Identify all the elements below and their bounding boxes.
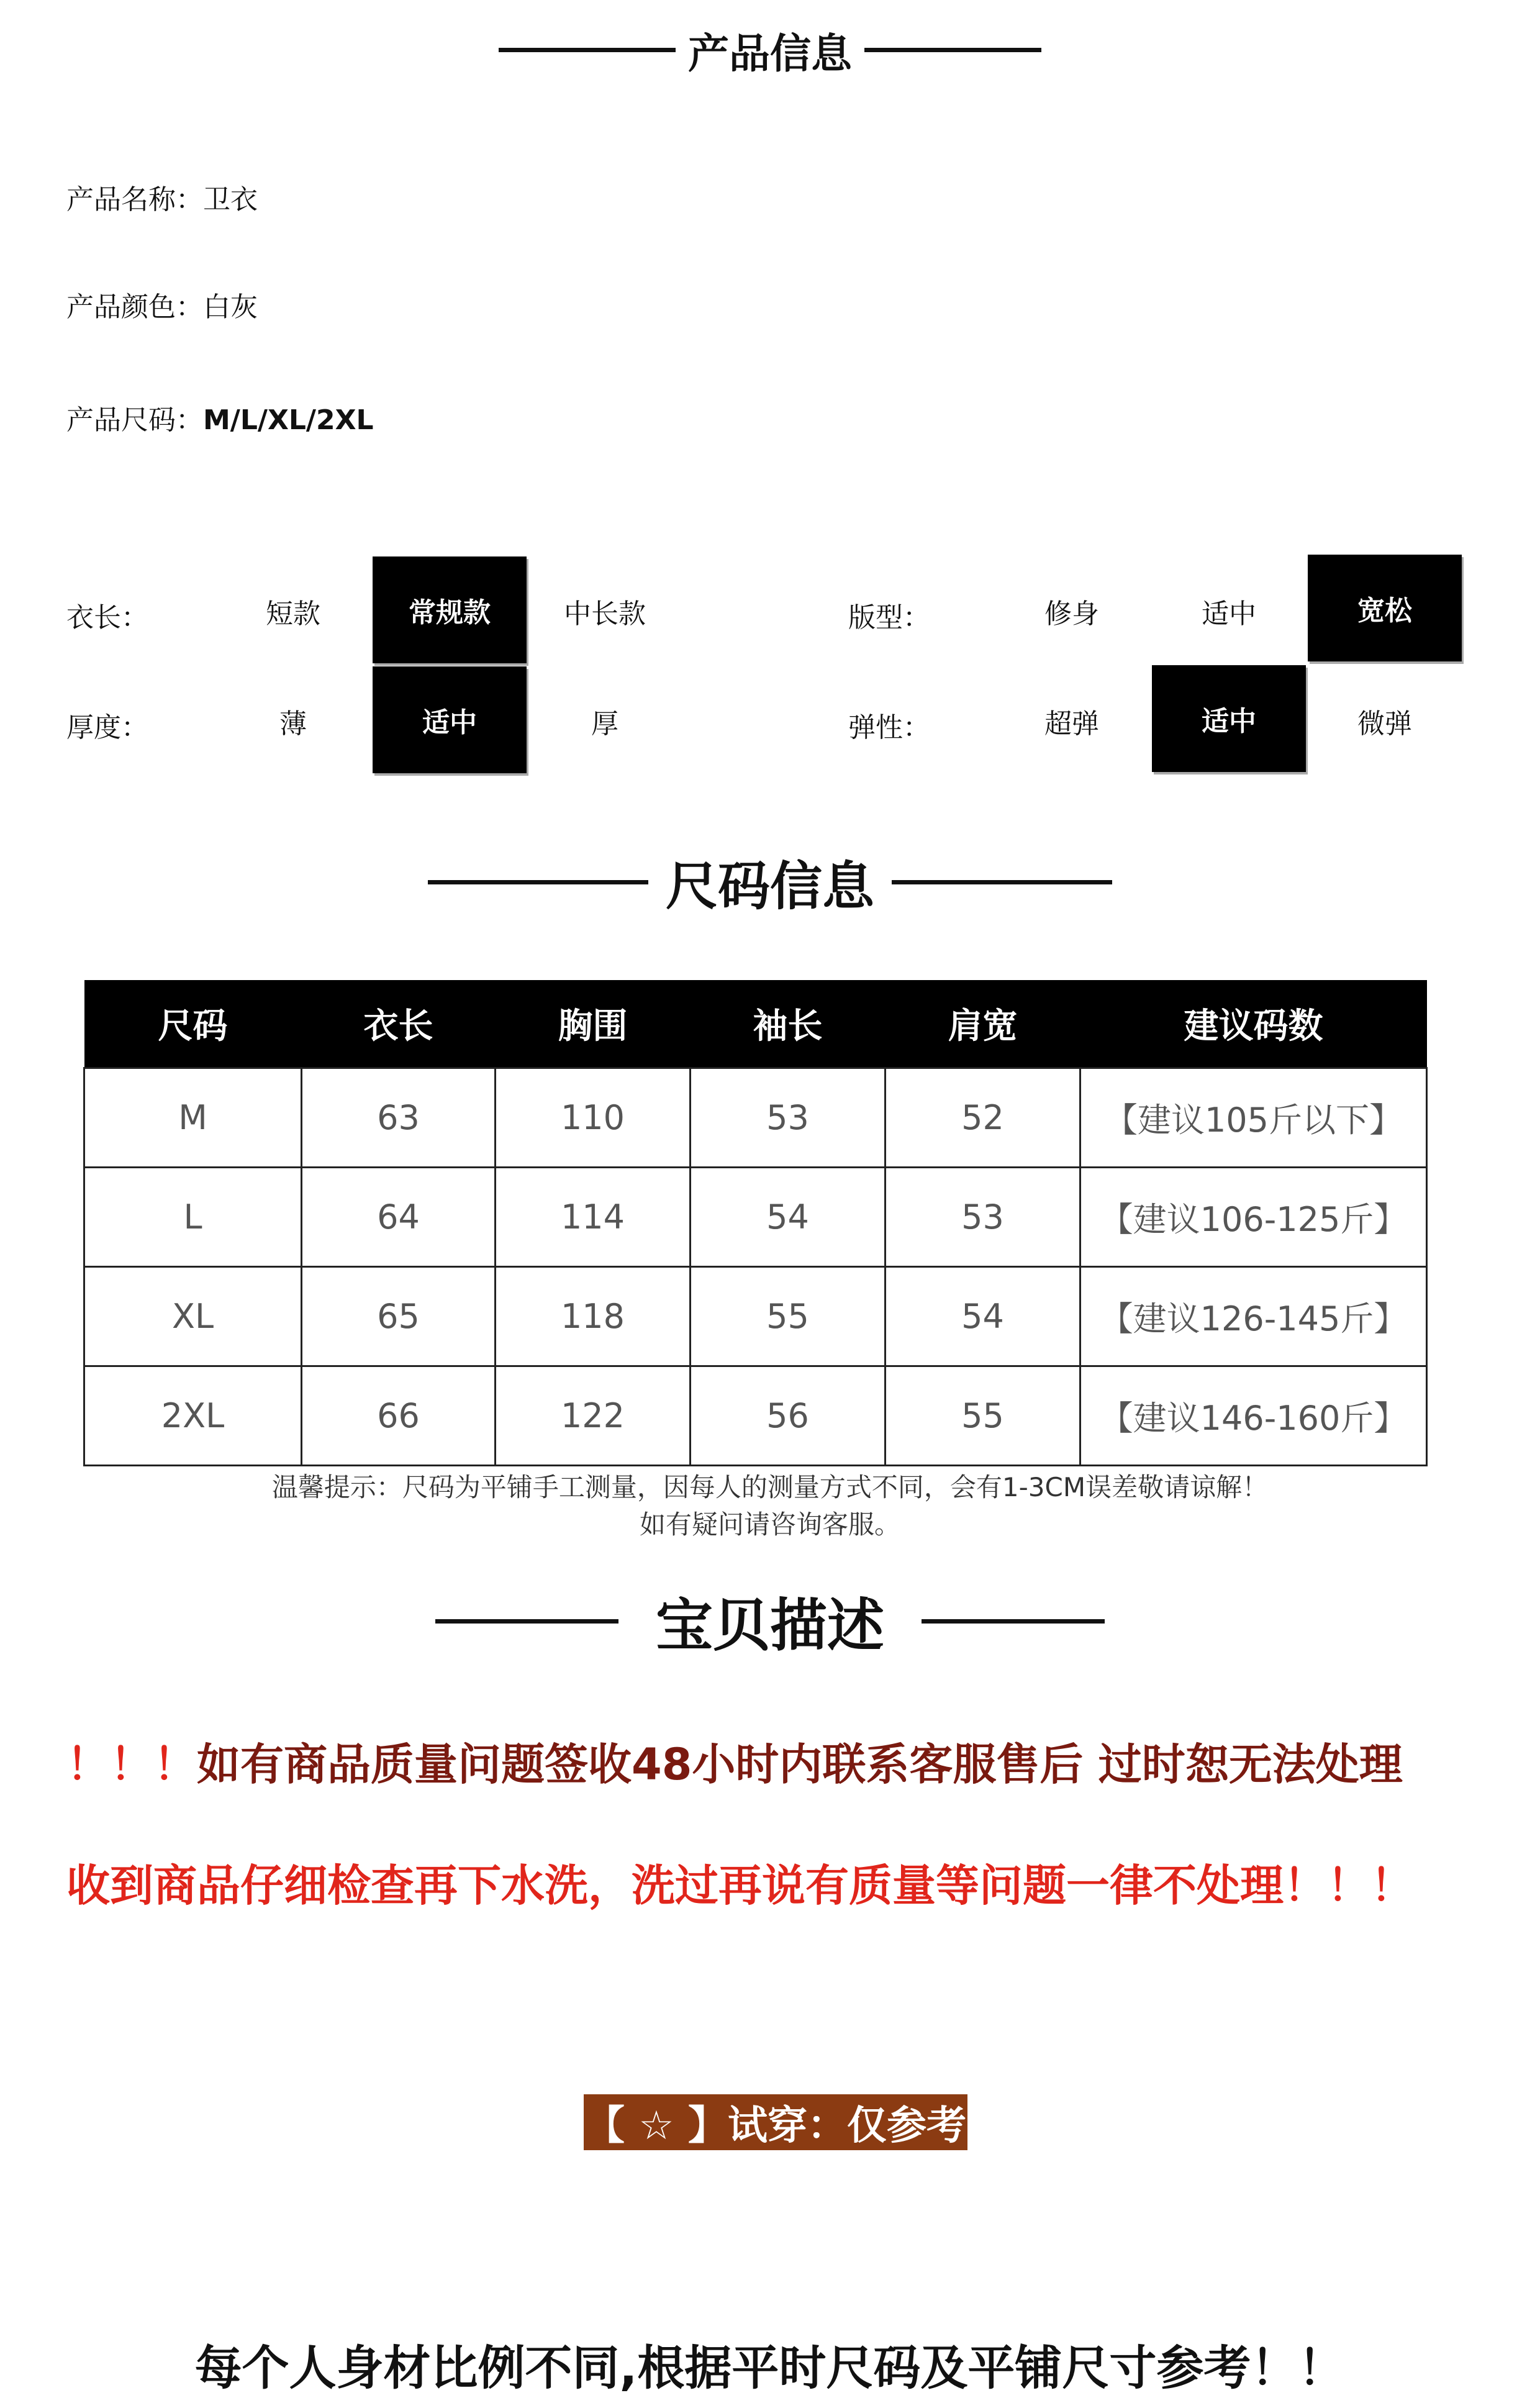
description-title-text: 宝贝描述 <box>655 1592 884 1659</box>
cell-recommend: 【建议106-125斤】 <box>1080 1168 1427 1267</box>
title-dash-right <box>864 48 1041 52</box>
header-length: 衣长 <box>302 980 496 1068</box>
table-row <box>84 1168 1427 1267</box>
cell-sleeve: 56 <box>691 1366 886 1466</box>
cell-shoulder: 53 <box>886 1168 1080 1267</box>
fit-label: 版型： <box>848 602 930 634</box>
fit-option-slim: 修身 <box>1044 598 1099 630</box>
cell-recommend: 【建议146-160斤】 <box>1080 1366 1427 1466</box>
cell-size: XL <box>84 1267 302 1366</box>
title-dash-left <box>435 1619 618 1624</box>
header-size: 尺码 <box>84 980 302 1068</box>
length-option-midlong: 中长款 <box>564 598 646 630</box>
product-name-value: 卫衣 <box>203 184 258 216</box>
fit-option-medium: 适中 <box>1202 598 1256 630</box>
cell-length: 63 <box>302 1068 496 1168</box>
title-dash-left <box>428 880 648 884</box>
cell-size: L <box>84 1168 302 1267</box>
cell-chest: 114 <box>496 1168 691 1267</box>
table-row <box>84 1267 1427 1366</box>
cell-chest: 122 <box>496 1366 691 1466</box>
description-title <box>0 1587 1540 1659</box>
warning-exclaim: ！！！ <box>66 1739 197 1790</box>
product-color-label: 产品颜色： <box>66 291 203 323</box>
header-chest: 胸围 <box>496 980 691 1068</box>
cell-length: 66 <box>302 1366 496 1466</box>
length-label: 衣长： <box>66 602 148 634</box>
cell-shoulder: 52 <box>886 1068 1080 1168</box>
header-recommend: 建议码数 <box>1080 980 1427 1068</box>
size-info-title <box>0 851 1540 917</box>
cell-sleeve: 55 <box>691 1267 886 1366</box>
cell-length: 65 <box>302 1267 496 1366</box>
elasticity-option-medium: 适中 <box>1152 665 1306 772</box>
cell-chest: 110 <box>496 1068 691 1168</box>
size-table-header-row <box>84 980 1427 1068</box>
length-option-regular: 常规款 <box>373 556 527 663</box>
product-info-title <box>0 25 1540 78</box>
fit-option-loose: 宽松 <box>1308 555 1462 661</box>
elasticity-label: 弹性： <box>848 712 930 743</box>
elasticity-option-slight: 微弹 <box>1357 708 1412 740</box>
product-size-line <box>66 397 374 437</box>
product-size-value: M/L/XL/2XL <box>203 404 374 436</box>
cell-sleeve: 53 <box>691 1068 886 1168</box>
warning-line-2: 收到商品仔细检查再下水洗，洗过再说有质量等问题一律不处理！！！ <box>66 1860 1414 1911</box>
product-name-line <box>66 177 258 217</box>
product-color-value: 白灰 <box>203 291 258 323</box>
size-table <box>83 980 1428 1466</box>
table-row <box>84 1068 1427 1168</box>
size-note-line2: 如有疑问请咨询客服。 <box>639 1509 900 1540</box>
title-dash-left <box>499 48 676 52</box>
product-info-title-text: 产品信息 <box>688 29 852 78</box>
product-name-label: 产品名称： <box>66 184 203 216</box>
bottom-reference-text: 每个人身材比例不同,根据平时尺码及平铺尺寸参考！！ <box>194 2340 1346 2396</box>
product-size-label: 产品尺码： <box>66 404 203 436</box>
warning-line-1 <box>66 1730 1403 1792</box>
cell-chest: 118 <box>496 1267 691 1366</box>
title-dash-right <box>922 1619 1105 1624</box>
cell-sleeve: 54 <box>691 1168 886 1267</box>
header-sleeve: 袖长 <box>691 980 886 1068</box>
size-info-title-text: 尺码信息 <box>665 855 874 917</box>
cell-shoulder: 54 <box>886 1267 1080 1366</box>
cell-length: 64 <box>302 1168 496 1267</box>
thickness-option-thin: 薄 <box>279 708 307 740</box>
size-note-line1: 温馨提示：尺码为平铺手工测量，因每人的测量方式不同，会有1-3CM误差敬请谅解！ <box>271 1472 1269 1502</box>
cell-recommend: 【建议105斤以下】 <box>1080 1068 1427 1168</box>
cell-shoulder: 55 <box>886 1366 1080 1466</box>
thickness-label: 厚度： <box>66 712 148 743</box>
table-row <box>84 1366 1427 1466</box>
tryon-badge: 【 ☆ 】试穿：仅参考 <box>584 2094 967 2150</box>
warning-text-1: 如有商品质量问题签收48小时内联系客服售后 过时恕无法处理 <box>197 1739 1403 1790</box>
length-option-short: 短款 <box>266 598 320 630</box>
thickness-option-medium: 适中 <box>373 666 527 773</box>
title-dash-right <box>892 880 1112 884</box>
product-color-line <box>66 284 258 324</box>
elasticity-option-super: 超弹 <box>1044 708 1099 740</box>
header-shoulder: 肩宽 <box>886 980 1080 1068</box>
cell-size: 2XL <box>84 1366 302 1466</box>
thickness-option-thick: 厚 <box>591 708 618 740</box>
cell-size: M <box>84 1068 302 1168</box>
cell-recommend: 【建议126-145斤】 <box>1080 1267 1427 1366</box>
